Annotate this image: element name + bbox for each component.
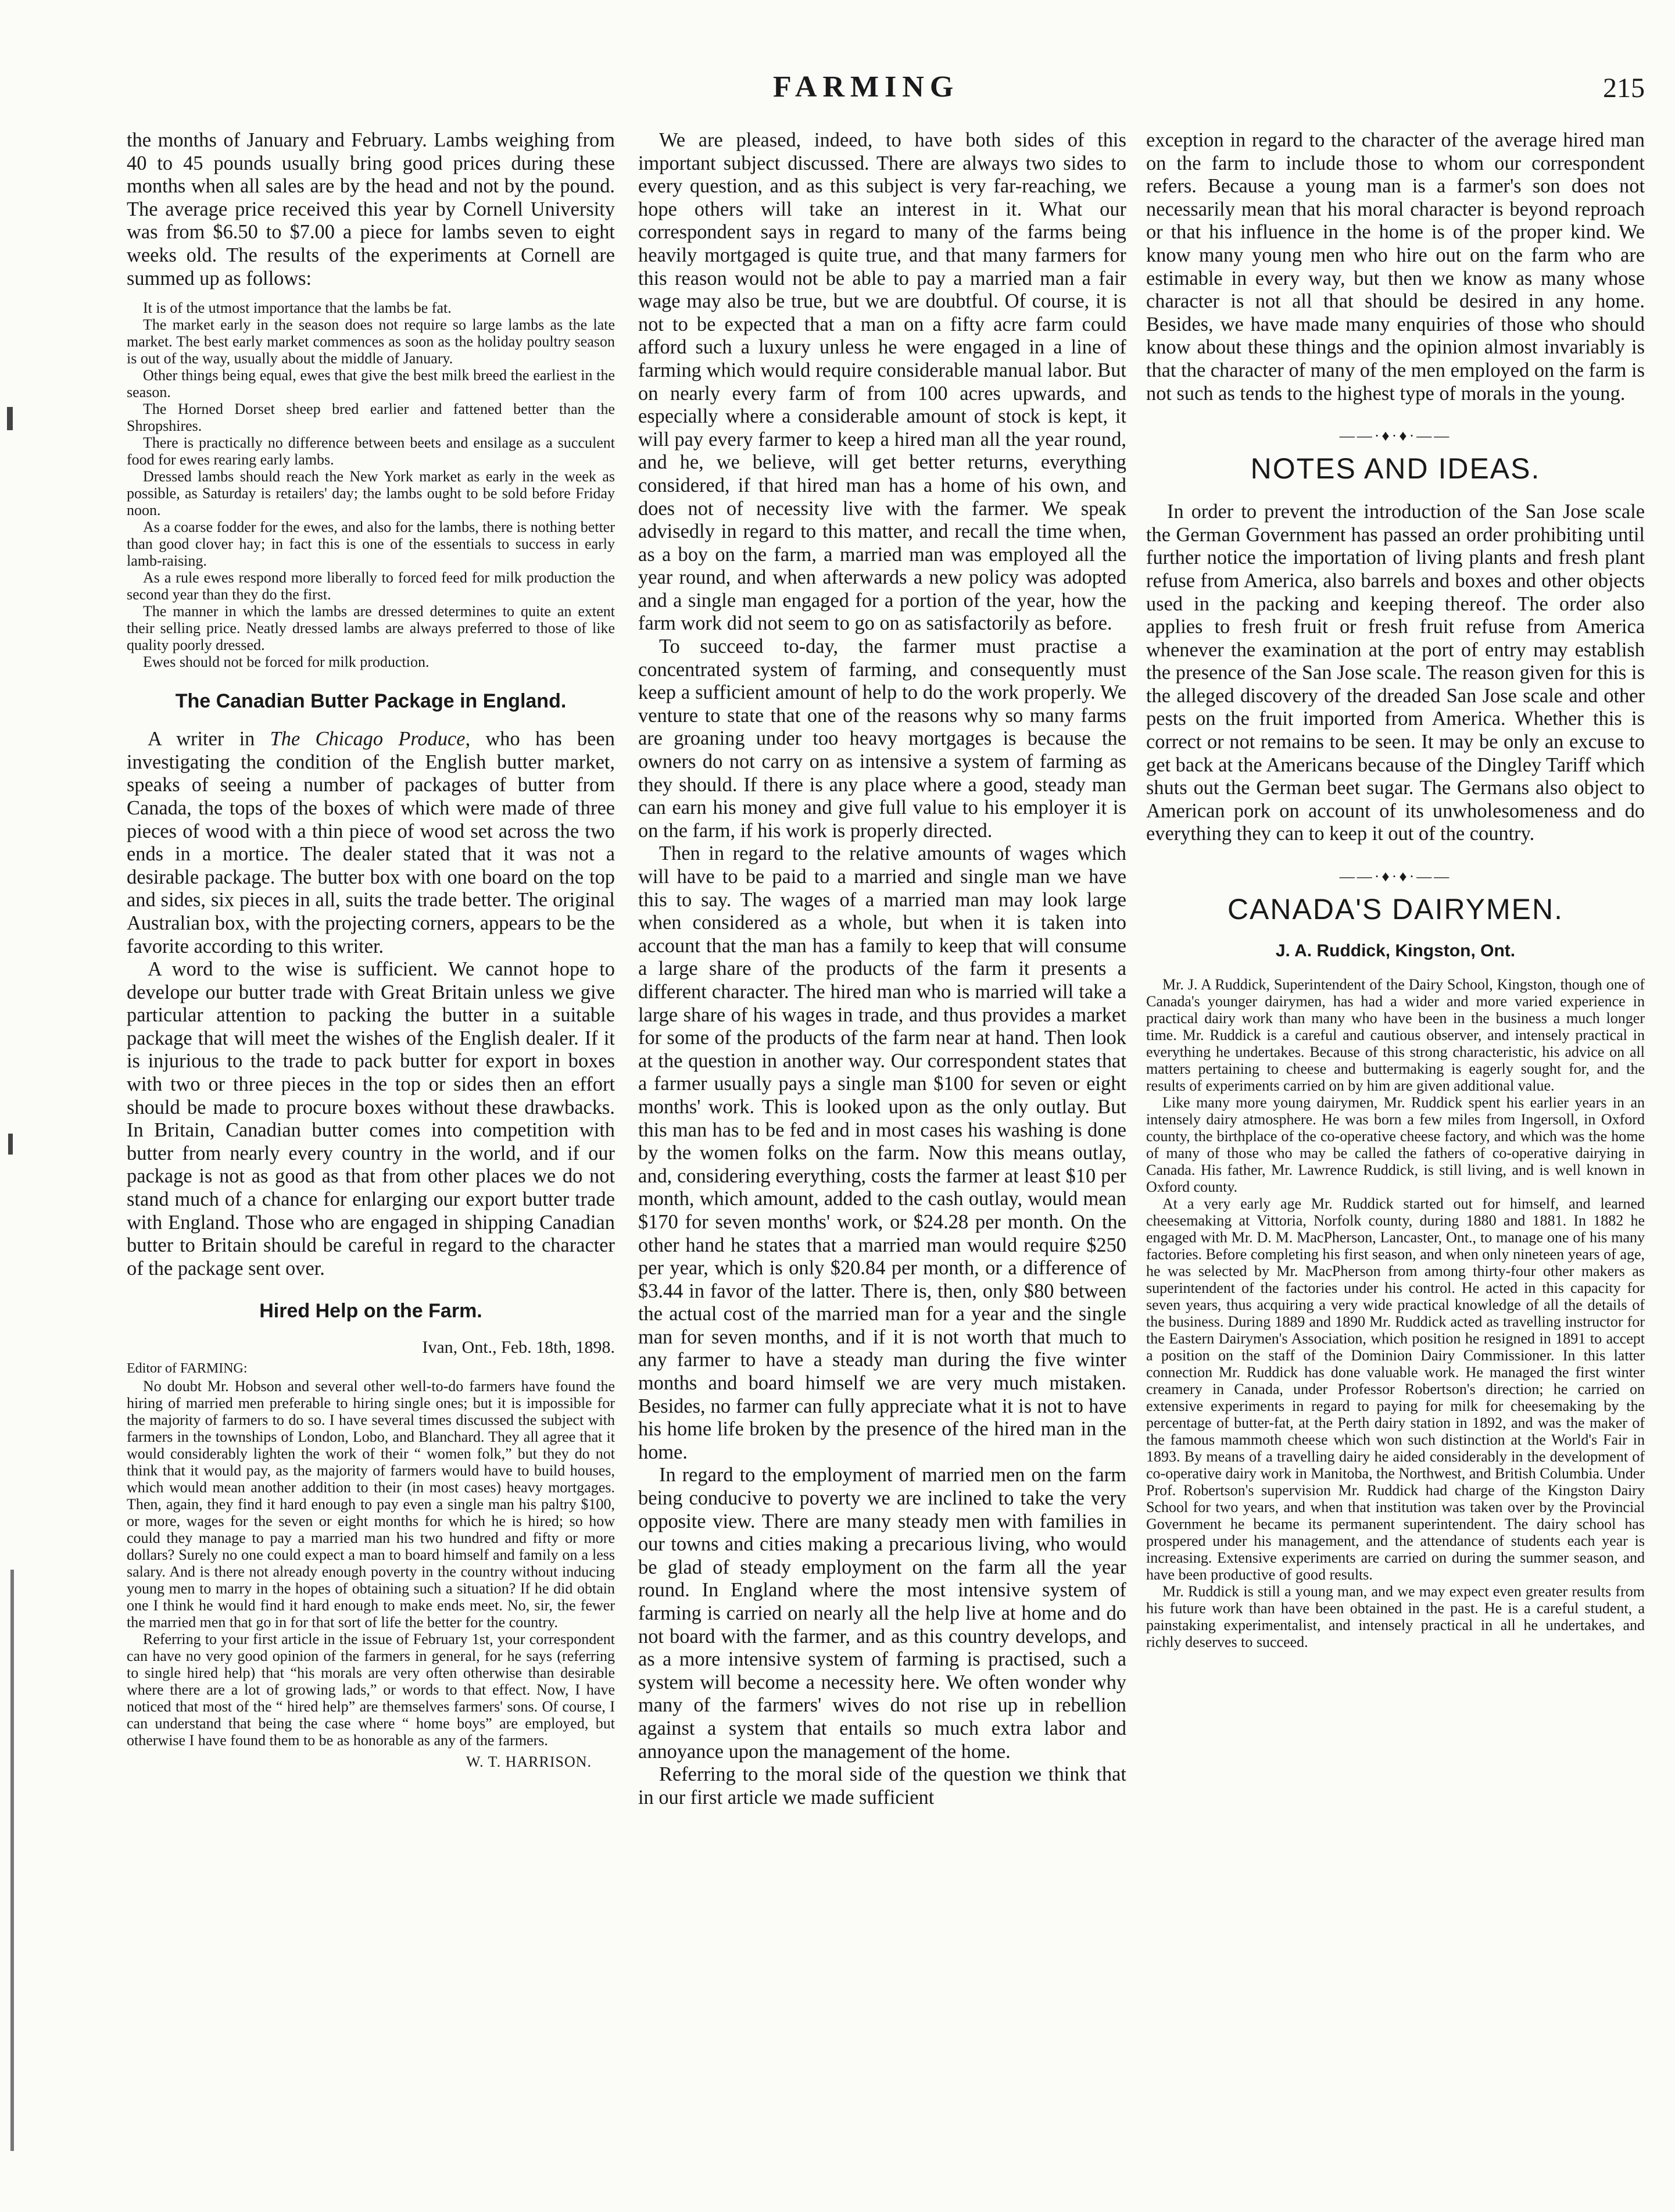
margin-mark — [8, 1134, 13, 1155]
butter-heading: The Canadian Butter Package in England. — [175, 690, 567, 713]
cornell-result: Dressed lambs should reach the New York market as early in the week as possible, as Saturday is retailers' day; the lambs ought to be sold before Friday noon. — [127, 468, 615, 519]
margin-mark — [10, 1570, 14, 2151]
cornell-result: The manner in which the lambs are dressed determines to quite an extent their selling price. Neatly dressed lambs are always preferred to those of like quality poorly dressed. — [127, 603, 615, 654]
cornell-result: There is practically no difference between beets and ensilage as a succulent food for ewes rearing early lambs. — [127, 434, 615, 469]
cornell-result: It is of the utmost importance that the lambs be fat. — [143, 299, 452, 317]
editorial-paragraph: To succeed to-day, the farmer must practise a concentrated system of farming, and consequently must keep a sufficient amount of help to do the work properly. We venture to state that one of the reasons why so many farms are groaning under too heavy mortgages is because the owners do not carry on as intensive a system of farming as they should. If there is any place where a good, steady man can earn his money and give full value to his employer it is on the farm, if his work is properly directed. — [638, 635, 1126, 842]
letter-salutation: Editor of FARMING: — [127, 1361, 248, 1377]
dairymen-paragraph: Like many more young dairymen, Mr. Ruddick spent his earlier years in an intensely dairy atmosphere. He was born a few miles from Ingersoll, in Oxford county, the birthplace of the co-operative cheese factory, and which was the home of many of those who may be called the fathers of co-operative dairying in Canada. His father, Mr. Lawrence Ruddick, is still living, and is well known in Oxford county. — [1146, 1094, 1645, 1196]
butter-paragraph: A writer in The Chicago Produce, who has been investigating the condition of the English butter market, speaks of seeing a number of packages of butter from Canada, the tops of the boxes of which were made of three pieces of wood with a thin piece of wood set across the two ends in a mortice. The dealer stated that it was not a desirable package. The butter box with one board on the top and sides, six pieces in all, suits the trade better. The original Australian box, with the projecting corners, appears to be the favorite according to this writer. — [127, 728, 615, 957]
column-2 — [638, 129, 1126, 1809]
editorial-paragraph: Referring to the moral side of the question we think that in our first article we made sufficient — [638, 1763, 1126, 1809]
dairymen-heading: CANADA'S DAIRYMEN. — [1227, 893, 1564, 926]
notes-heading: NOTES AND IDEAS. — [1250, 452, 1541, 485]
lambs-intro: the months of January and February. Lambs weighing from 40 to 45 pounds usually bring good prices during these months when all sales are by the head and not by the pound. The average price received this year by Cornell University was from $6.50 to $7.00 a piece for lambs seven to eight weeks old. The results of the experiments at Cornell are summed up as follows: — [127, 129, 615, 290]
dairymen-paragraph: At a very early age Mr. Ruddick started out for himself, and learned cheesemaking at Vittoria, Norfolk county, during 1880 and 1881. In 1882 he engaged with Mr. D. M. MacPherson, Lancaster, Ont., to manage one of his many factories. Before completing his first season, and when only nineteen years of age, he was selected by Mr. MacPherson from among thirty-four other makers as superintendent of the factories under his control. He acted in this capacity for seven years, thus acquiring a very wide practical knowledge of all the details of the business. During 1889 and 1890 Mr. Ruddick acted as travelling instructor for the Eastern Dairymen's Association, which position he resigned in 1891 to accept a position on the staff of the Dominion Dairy Commissioner. In this latter connection Mr. Ruddick has done valuable work. He managed the first winter creamery in Canada, under Professor Robertson's direction; he carried on extensive experiments in regard to paying for milk for cheesemaking by the percentage of butter-fat, at the Perth dairy station in 1892, and was the maker of the famous mammoth cheese which won such distinction at the World's Fair in 1893. By means of a travelling dairy he aided considerably in the development of co-operative dairy work in Manitoba, the Northwest, and British Columbia. Under Prof. Robertson's supervision Mr. Ruddick had charge of the Kingston Dairy School for two years, and when that institution was taken over by the Provincial Government he became its permanent superintendent. The dairy school has prospered under his management, and the attendance of students each year is increasing. Extensive experiments are carried on during the summer season, and have been productive of good results. — [1146, 1195, 1645, 1584]
section-ornament: ——·♦·♦·—— — [1339, 427, 1452, 445]
cornell-result: The market early in the season does not require so large lambs as the late market. The best early market commences as soon as the holiday poultry season is out of the way, usually about the middle of January. — [127, 316, 615, 367]
editorial-paragraph: Then in regard to the relative amounts of wages which will have to be paid to a married and single man we have this to say. The wages of a married man may look large when considered as a whole, but when it is taken into account that the man has a family to keep that will consume a large share of the products of the farm it presents a different character. The hired man who is married will take a large share of his wages in trade, and thus provides a market for some of the products of the farm near at hand. Then look at the question in another way. Our correspondent states that a farmer usually pays a single man $100 for seven or eight months' work. This is looked upon as the only outlay. But this man has to be fed and in most cases his washing is done by the women folks on the farm. Now this means outlay, and, considering everything, costs the farmer at least $10 per month, which amount, added to the cash outlay, would mean $170 for seven months' work, or $24.28 per month. On the other hand he states that a married man would require $250 per year, which is only $20.84 per month, or a difference of $3.44 in favor of the latter. There is, then, only $80 between the actual cost of the married man for a year and the single man for seven months, and if it is not worth that much to any farmer to have a steady man during the five winter months and board himself we are very much mistaken. Besides, no farmer can fully appreciate what it is not to have his home life broken by the presence of the hired man in the home. — [638, 842, 1126, 1463]
letter-dateline: Ivan, Ont., Feb. 18th, 1898. — [422, 1338, 615, 1357]
dairymen-byline: J. A. Ruddick, Kingston, Ont. — [1275, 941, 1516, 961]
cornell-result: As a rule ewes respond more liberally to forced feed for milk production the second year than they do the first. — [127, 569, 615, 603]
page-number: 215 — [1603, 73, 1645, 103]
hired-heading: Hired Help on the Farm. — [259, 1300, 482, 1323]
section-ornament: ——·♦·♦·—— — [1339, 868, 1452, 885]
cornell-result: As a coarse fodder for the ewes, and also for the lambs, there is nothing better than good clover hay; in fact this is one of the essentials to success in early lamb-raising. — [127, 519, 615, 570]
letter-paragraph: Referring to your first article in the issue of February 1st, your correspondent can have no very good opinion of the farmers in general, for he says (referring to single hired help) that “his morals are very often otherwise than desirable where there are a lot of growing lads,” or words to that effect. Now, I have noticed that most of the “ hired help” are themselves farmers' sons. Of course, I can understand that being the case where “ home boys” are employed, but otherwise I have found them to be as honorable as any of the farmers. — [127, 1631, 615, 1749]
letter-paragraph: No doubt Mr. Hobson and several other well-to-do farmers have found the hiring of married men preferable to hiring single ones; but it is impossible for the majority of farmers to do so. I have several times discussed the subject with farmers in the townships of London, Lobo, and Blanchard. They all agree that it would considerably lighten the work of their “ women folk,” but they do not think that it would pay, as the majority of farmers would have to build houses, which would mean another addition to their (in most cases) heavy mortgages. Then, again, they find it hard enough to pay even a single man his paltry $100, or more, wages for the seven or eight months for which he is hired; so how could they manage to pay a married man his two hundred and fifty or more dollars? Surely no one could expect a man to board himself and family on a less salary. And is there not already enough poverty in the country without inducing young men to marry in the hopes of obtaining such a situation? If he did obtain one I think he would find it hard enough to make ends meet. No, sir, the fewer the married men that go in for that sort of life the better for the country. — [127, 1378, 615, 1631]
editorial-paragraph: In regard to the employment of married men on the farm being conducive to poverty we are inclined to take the very opposite view. There are many steady men with families in our towns and cities making a precarious living, who would be glad of steady employment on the farm all the year round. In England where the most intensive system of farming is carried on nearly all the help live at home and do not board with the farmer, and as this country develops, and as a more intensive system of farming is practised, such a system will become a necessity here. We often wonder why many of the farmers' wives do not rise up in rebellion against a system that entails so much extra labor and annoyance upon the management of the home. — [638, 1464, 1126, 1763]
cornell-result: The Horned Dorset sheep bred earlier and fattened better than the Shropshires. — [127, 401, 615, 435]
margin-mark — [7, 407, 13, 430]
letter-signature: W. T. HARRISON. — [466, 1753, 592, 1771]
cornell-result: Ewes should not be forced for milk production. — [143, 653, 430, 671]
page-header — [0, 70, 1675, 116]
publication-name: The Chicago Produce — [270, 728, 466, 751]
cornell-results — [127, 299, 615, 670]
editorial-paragraph: We are pleased, indeed, to have both sides of this important subject discussed. There are always two sides to every question, and as this subject is very far-reaching, we hope others will take an interest in it. What our correspondent says in regard to many of the farms being heavily mortgaged is quite true, and that many farmers for this reason would not be able to pay a married man a fair wage may also be true, but we are doubtful. Of course, it is not to be expected that a man on a fifty acre farm could afford such a luxury unless he were engaged in a line of farming which would require considerable manual labor. But on nearly every farm of from 100 acres upwards, and especially where a considerable amount of stock is kept, it will pay every farmer to keep a hired man all the year round, and he, we believe, will get better returns, everything considered, if that hired man has a home of his own, and does not of necessity live with the farmer. We speak advisedly in regard to this matter, and recall the time when, as a boy on the farm, a married man was employed all the year round, and when afterwards a new policy was adopted and a single man engaged for a portion of the year, how the farm work did not seem to go on as satisfactorily as before. — [638, 129, 1126, 635]
editorial-continuation: exception in regard to the character of the average hired man on the farm to include those to whom our correspondent refers. Because a young man is a farmer's son does not necessarily mean that his moral character is beyond reproach or that his influence in the home is of the proper kind. We know many young men who hire out on the farm who are estimable in every way, but then we know as many whose character is not all that should be desired in any home. Besides, we have made many enquiries of those who should know about these things and the opinion almost invariably is that the character of many of the men employed on the farm is not such as tends to the highest type of morals in the young. — [1146, 129, 1645, 405]
butter-paragraph: A word to the wise is sufficient. We cannot hope to develope our butter trade with Great Britain unless we give particular attention to packing the butter in a suitable package that will meet the wishes of the English dealer. If it is injurious to the trade to pack butter for export in boxes with two or three pieces in the top or sides then an effort should be made to procure boxes without these drawbacks. In Britain, Canadian butter comes into competition with butter from nearly every country in the world, and if our package is not as good as that from other places we do not stand much of a chance for enlarging our export butter trade with England. Those who are engaged in shipping Canadian butter to Britain should be careful in regard to the character of the package sent over. — [127, 958, 615, 1280]
dairymen-paragraph: Mr. J. A Ruddick, Superintendent of the Dairy School, Kingston, though one of Canada's younger dairymen, has had a wider and more varied experience in practical dairy work than many who have been in the business a much longer time. Mr. Ruddick is a careful and cautious observer, and intensely practical in everything he undertakes. Because of this strong characteristic, his advice on all matters pertaining to cheese and buttermaking is eagerly sought for, and the results of experiments carried on by him are given additional value. — [1146, 976, 1645, 1095]
column-3 — [1146, 129, 1645, 1650]
notes-paragraph: In order to prevent the introduction of the San Jose scale the German Government has passed an order prohibiting until further notice the importation of living plants and fresh plant refuse from America, also barrels and boxes and other objects used in the packing and keeping thereof. The order also applies to fresh fruit or fresh fruit refuse from America whenever the examination at the port of entry may establish the presence of the San Jose scale. The reason given for this is the alleged discovery of the dreaded San Jose scale and other pests on the fruit imported from America. Whether this is correct or not remains to be seen. It may be only an excuse to get back at the Americans because of the Dingley Tariff which shuts out the German beet sugar. The Germans also object to American pork on account of its unwholesomeness and do everything they can to keep it out of the country. — [1146, 501, 1645, 845]
journal-title: FARMING — [773, 70, 960, 103]
column-1 — [127, 129, 615, 1771]
dairymen-paragraph: Mr. Ruddick is still a young man, and we may expect even greater results from his future work than have been obtained in the past. He is a careful student, a painstaking experimentalist, and intensely practical in all he undertakes, and richly deserves to succeed. — [1146, 1583, 1645, 1651]
cornell-result: Other things being equal, ewes that give the best milk breed the earliest in the season. — [127, 367, 615, 401]
